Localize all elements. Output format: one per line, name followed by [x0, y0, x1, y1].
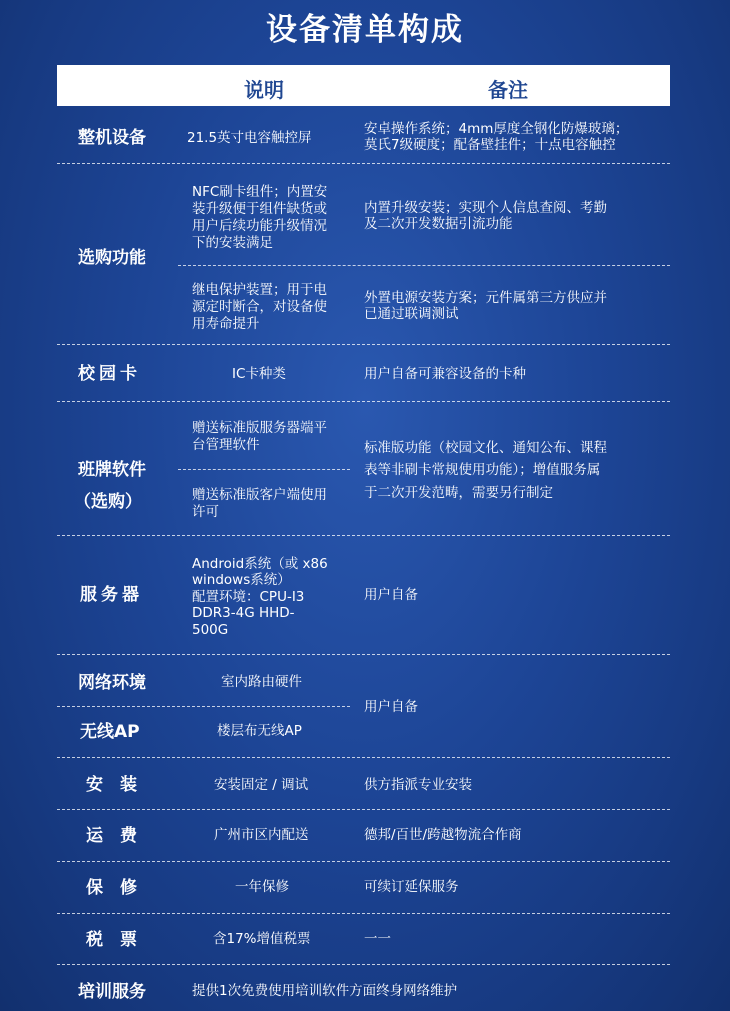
note-whole-2: 莫氏7级硬度；配备壁挂件；十点电容触控 — [364, 137, 616, 153]
divider — [178, 469, 350, 470]
header-desc: 说明 — [244, 78, 284, 102]
desc-optional-1d: 下的安装满足 — [192, 235, 273, 251]
cat-wifi: 无线AP — [80, 722, 140, 742]
note-optional-1b: 及二次开发数据引流功能 — [364, 216, 513, 232]
cat-whole: 整机设备 — [78, 128, 146, 148]
desc-server-a: Android系统（或 x86 — [192, 556, 328, 572]
cat-network: 网络环境 — [78, 673, 146, 693]
desc-server-e: 500G — [192, 622, 229, 638]
desc-optional-2c: 用寿命提升 — [192, 316, 260, 332]
desc-campus: IC卡种类 — [232, 366, 286, 382]
note-campus: 用户自备可兼容设备的卡种 — [364, 366, 526, 382]
desc-whole: 21.5英寸电容触控屏 — [187, 130, 312, 146]
desc-shipping: 广州市区内配送 — [214, 827, 309, 843]
desc-optional-2a: 继电保护装置；用于电 — [192, 282, 327, 298]
table-header — [57, 65, 670, 106]
divider — [57, 706, 350, 707]
desc-server-b: windows系统） — [192, 572, 291, 588]
desc-software-1a: 赠送标准版服务器端平 — [192, 420, 327, 436]
desc-warranty: 一年保修 — [235, 879, 289, 895]
divider — [178, 265, 670, 266]
cat-shipping: 运 费 — [86, 826, 137, 846]
cat-server: 服务器 — [80, 585, 143, 605]
divider — [57, 401, 670, 402]
desc-software-2b: 许可 — [192, 504, 219, 520]
desc-software-1b: 台管理软件 — [192, 437, 260, 453]
note-shipping: 德邦/百世/跨越物流合作商 — [364, 827, 522, 843]
divider — [57, 964, 670, 965]
divider — [57, 654, 670, 655]
divider — [57, 861, 670, 862]
desc-install: 安装固定 / 调试 — [214, 777, 309, 793]
divider — [57, 535, 670, 536]
note-software-c: 于二次开发范畴，需要另行制定 — [364, 485, 553, 501]
page-title: 设备清单构成 — [266, 12, 464, 48]
cat-install: 安 装 — [86, 775, 137, 795]
cat-tax: 税 票 — [86, 930, 137, 950]
desc-wifi: 楼层布无线AP — [217, 723, 302, 739]
note-software-a: 标准版功能（校园文化、通知公布、课程 — [364, 440, 607, 456]
note-network: 用户自备 — [364, 699, 418, 715]
note-server: 用户自备 — [364, 587, 418, 603]
divider — [57, 757, 670, 758]
divider — [57, 163, 670, 164]
cat-software-optional: （选购） — [74, 492, 142, 512]
desc-tax: 含17%增值税票 — [213, 931, 311, 947]
desc-software-2a: 赠送标准版客户端使用 — [192, 487, 327, 503]
desc-optional-1b: 装升级便于组件缺货或 — [192, 201, 327, 217]
desc-optional-1c: 用户后续功能升级情况 — [192, 218, 327, 234]
desc-server-c: 配置环境：CPU-I3 — [192, 589, 305, 605]
divider — [57, 913, 670, 914]
cat-campus: 校园卡 — [78, 364, 141, 384]
desc-optional-1a: NFC刷卡组件；内置安 — [192, 184, 328, 200]
cat-training: 培训服务 — [78, 982, 146, 1002]
header-note: 备注 — [488, 78, 528, 102]
desc-network: 室内路由硬件 — [221, 674, 302, 690]
note-warranty: 可续订延保服务 — [364, 879, 459, 895]
desc-optional-2b: 源定时断合，对设备使 — [192, 299, 327, 315]
note-optional-1a: 内置升级安装；实现个人信息查阅、考勤 — [364, 200, 607, 216]
note-optional-2b: 已通过联调测试 — [364, 306, 459, 322]
cat-software: 班牌软件 — [78, 460, 146, 480]
cat-warranty: 保 修 — [86, 878, 137, 898]
cat-optional: 选购功能 — [78, 248, 146, 268]
note-optional-2a: 外置电源安装方案；元件属第三方供应并 — [364, 290, 607, 306]
note-software-b: 表等非刷卡常规使用功能）；增值服务属 — [364, 462, 601, 478]
desc-training: 提供1次免费使用培训软件方面终身网络维护 — [192, 983, 458, 999]
note-tax: 一一 — [364, 931, 391, 947]
desc-server-d: DDR3-4G HHD- — [192, 605, 295, 621]
divider — [57, 344, 670, 345]
divider — [57, 809, 670, 810]
note-install: 供方指派专业安装 — [364, 777, 472, 793]
note-whole-1: 安卓操作系统；4mm厚度全钢化防爆玻璃； — [364, 121, 629, 137]
